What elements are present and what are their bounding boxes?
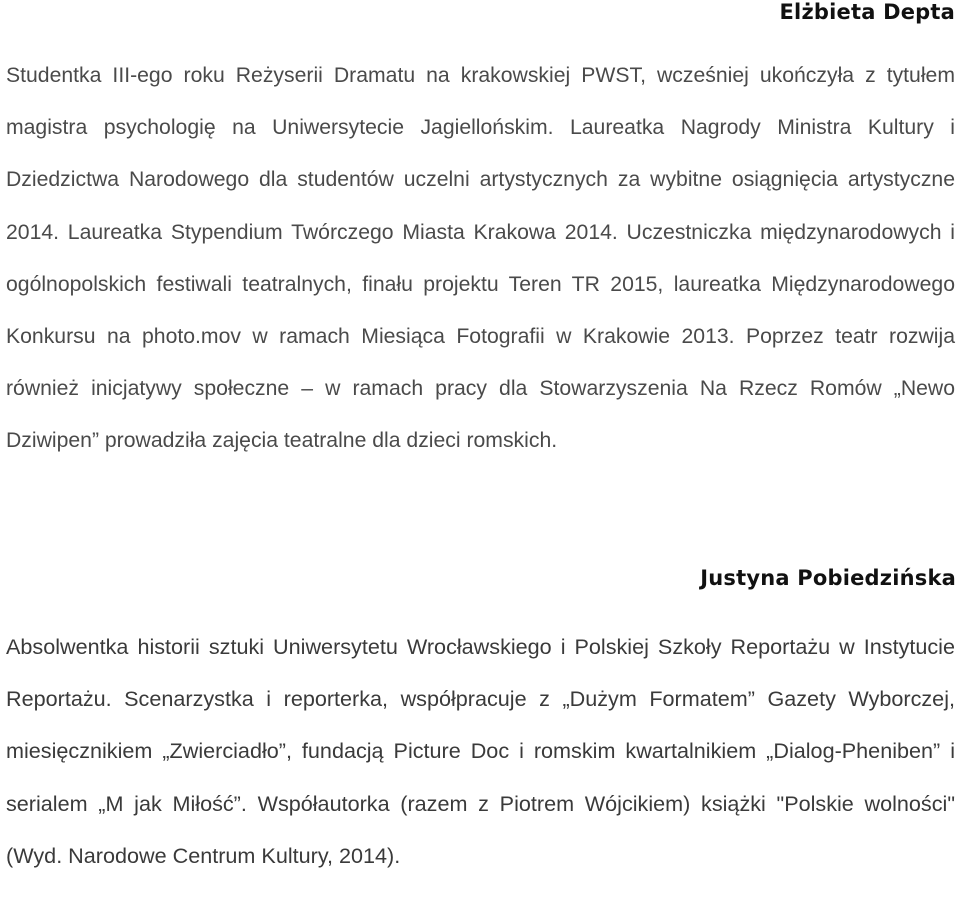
- person-name-heading: Justyna Pobiedzińska: [700, 566, 956, 590]
- person-bio-paragraph: Absolwentka historii sztuki Uniwersytetu Wrocławskiego i Polskiej Szkoły Reportażu w Instytucie Reportażu. Scenarzystka i reporterka, współpracuje z „Dużym Formatem” Gazety Wyborczej, miesięcznikiem „Zwierciadło”, fundacją Picture Doc i romskim kwartalnikiem „Dialog-Pheniben” i serialem „M jak Miłość”. Współautorka (razem z Piotrem Wójcikiem) książki "Polskie wolności" (Wyd. Narodowe Centrum Kultury, 2014).: [6, 634, 955, 868]
- person-name-heading: Elżbieta Depta: [779, 0, 955, 24]
- person-bio-paragraph: Studentka III-ego roku Reżyserii Dramatu na krakowskiej PWST, wcześniej ukończyła z tytułem magistra psychologię na Uniwersytecie Jagiellońskim. Laureatka Nagrody Ministra Kultury i Dziedzictwa Narodowego dla studentów uczelni artystycznych za wybitne osiągnięcia artystyczne 2014. Laureatka Stypendium Twórczego Miasta Krakowa 2014. Uczestniczka międzynarodowych i ogólnopolskich festiwali teatralnych, finału projektu Teren TR 2015, laureatka Międzynarodowego Konkursu na photo.mov w ramach Miesiąca Fotografii w Krakowie 2013. Poprzez teatr rozwija również inicjatywy społeczne – w ramach pracy dla Stowarzyszenia Na Rzecz Romów „Newo Dziwipen” prowadziła zajęcia teatralne dla dzieci romskich.: [6, 64, 955, 453]
